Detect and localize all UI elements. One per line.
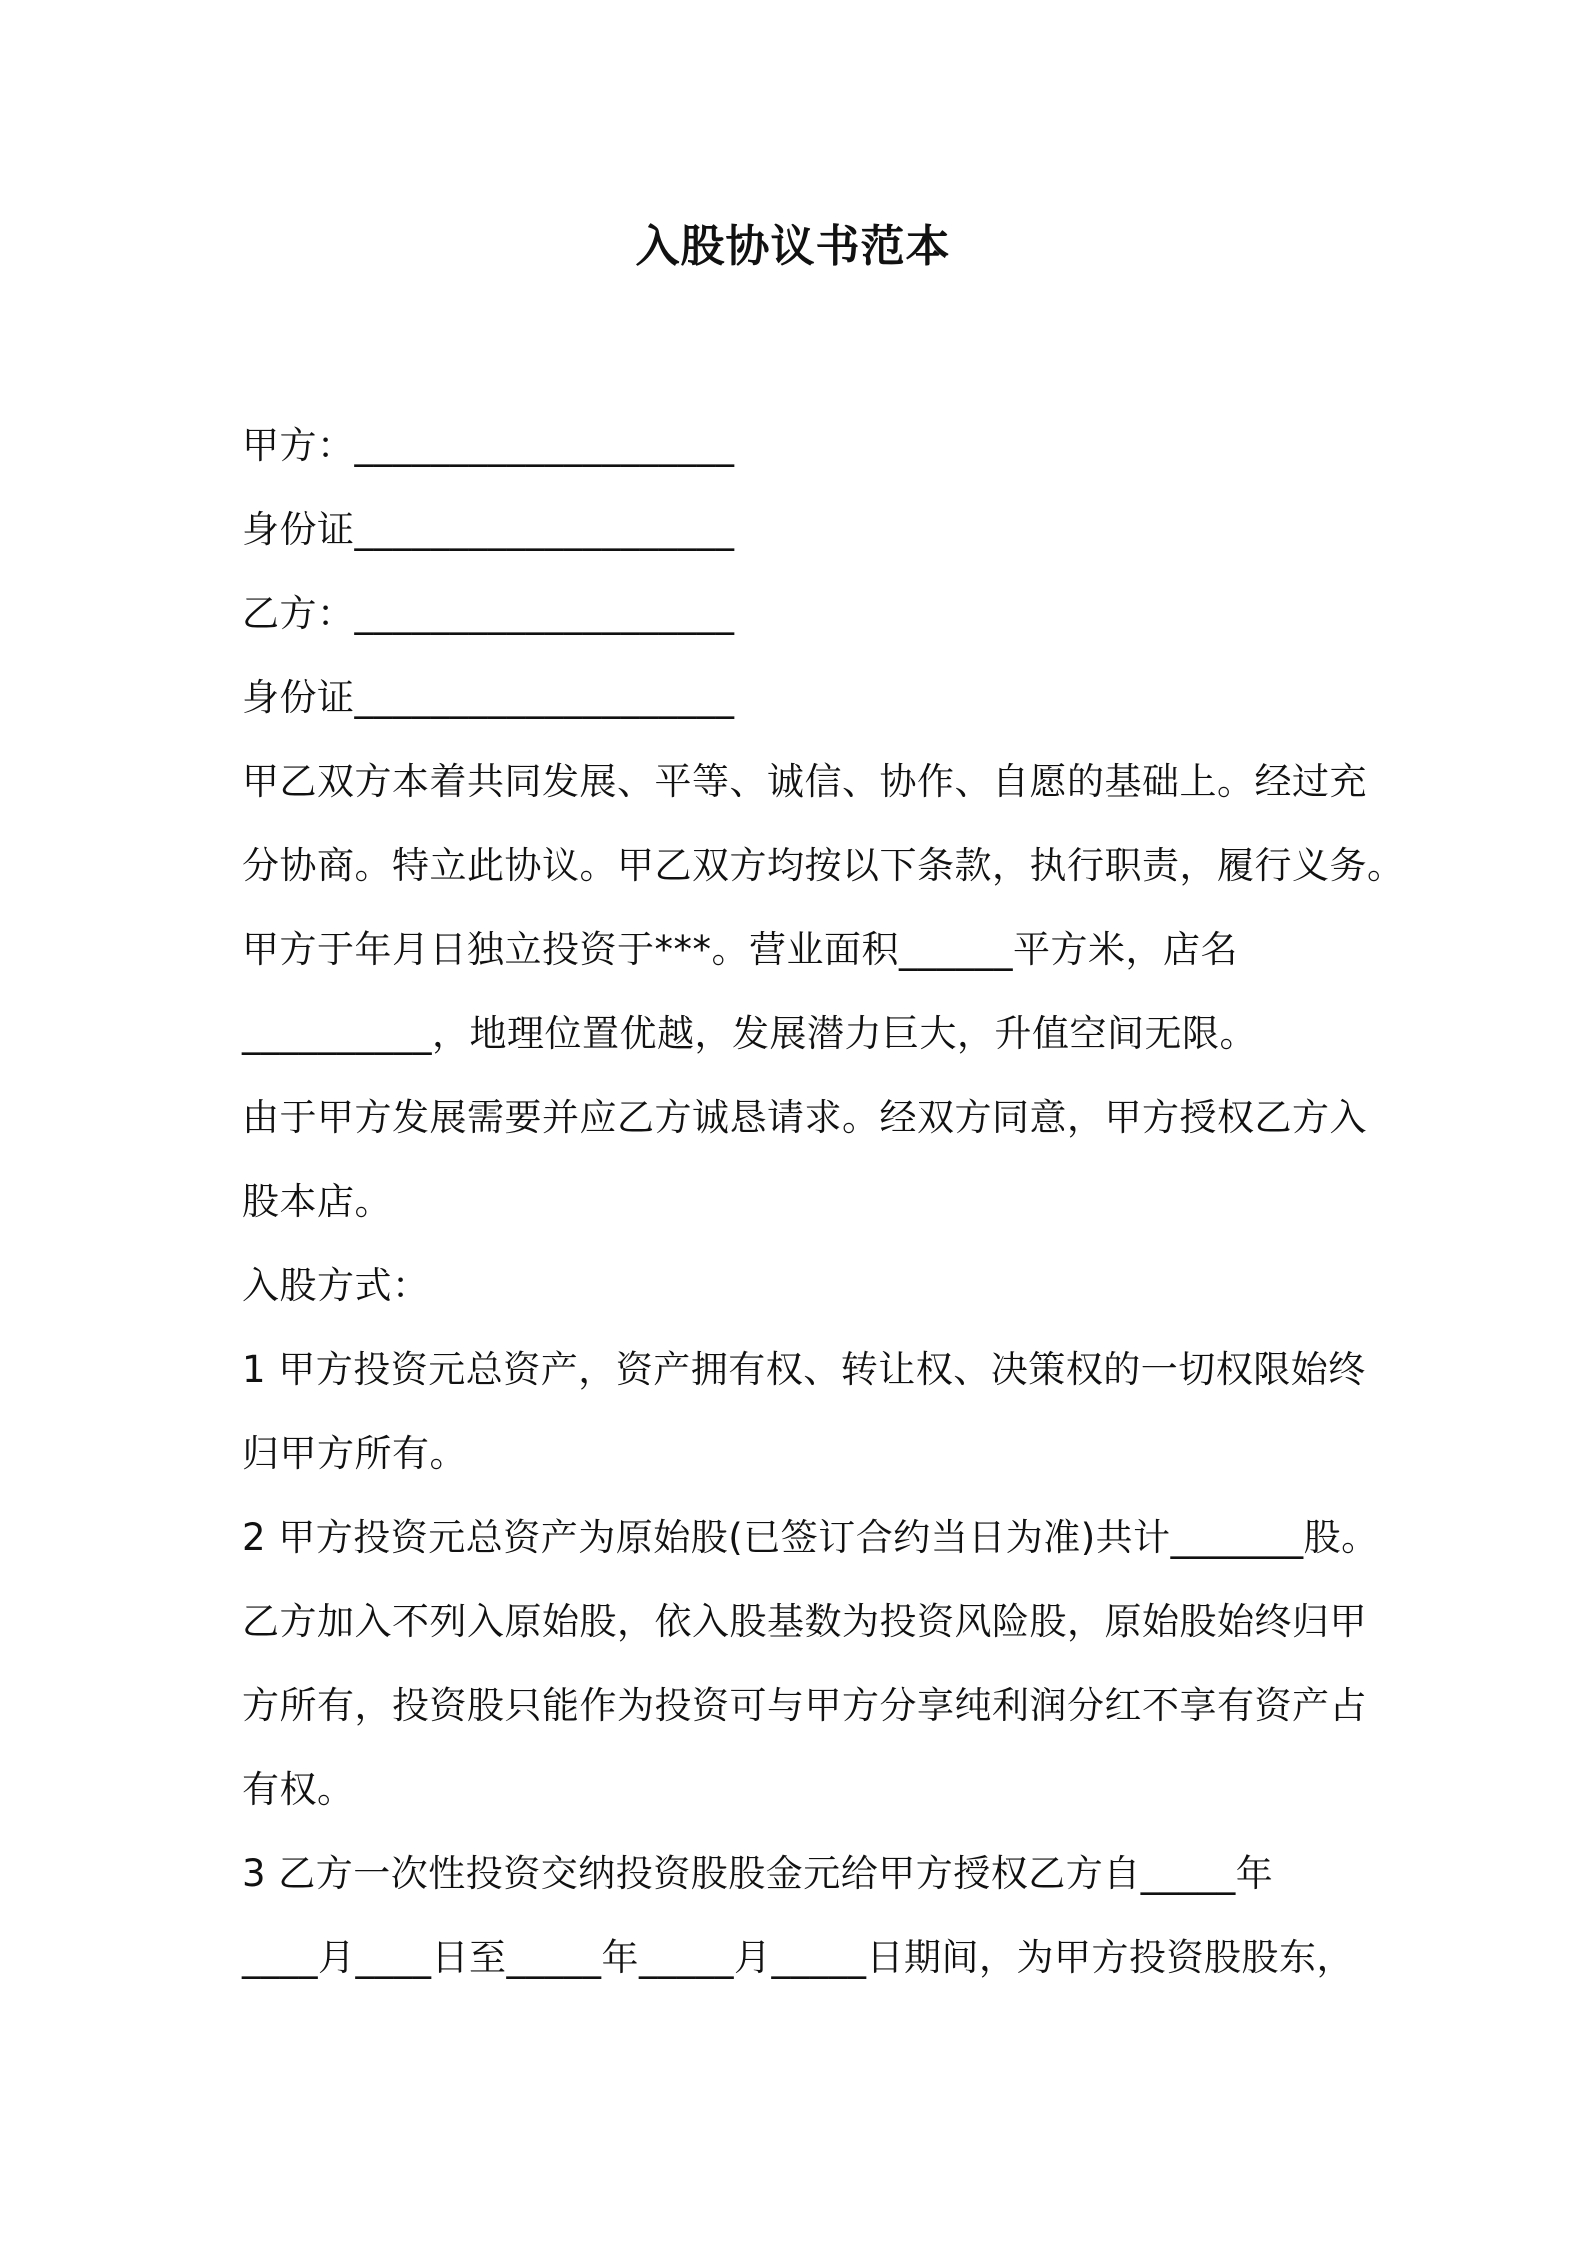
clause-2-line: 乙方加入不列入原始股，依入股基数为投资风险股，原始股始终归甲 [242, 1600, 1367, 1643]
clause-1-line: 归甲方所有。 [242, 1432, 467, 1475]
document-title: 入股协议书范本 [635, 221, 951, 272]
clause-3-line: ____月____日至_____年_____月_____日期间，为甲方投资股股东， [242, 1936, 1354, 1979]
paragraph-line: 甲乙双方本着共同发展、平等、诚信、协作、自愿的基础上。经过充 [242, 760, 1367, 803]
clause-2-line: 2 甲方投资元总资产为原始股(已签订合约当日为准)共计_______股。 [242, 1516, 1379, 1559]
paragraph-line: 由于甲方发展需要并应乙方诚恳请求。经双方同意，甲方授权乙方入 [242, 1096, 1367, 1139]
paragraph-line: 分协商。特立此协议。甲乙双方均按以下条款，执行职责，履行义务。 [242, 844, 1405, 887]
party-b-line: 乙方：____________________ [242, 592, 735, 635]
party-a-line: 甲方：____________________ [242, 424, 735, 467]
party-b-id-line: 身份证____________________ [242, 676, 735, 719]
clause-1-line: 1 甲方投资元总资产，资产拥有权、转让权、决策权的一切权限始终 [242, 1348, 1366, 1391]
clause-2-line: 方所有，投资股只能作为投资可与甲方分享纯利润分红不享有资产占 [242, 1684, 1367, 1727]
clause-3-line: 3 乙方一次性投资交纳投资股股金元给甲方授权乙方自_____年 [242, 1852, 1274, 1895]
paragraph-line: 甲方于年月日独立投资于***。营业面积______平方米，店名 [242, 928, 1238, 971]
paragraph-line: 股本店。 [242, 1180, 392, 1223]
party-a-id-line: 身份证____________________ [242, 508, 735, 551]
document-body [242, 404, 1405, 2000]
section-heading: 入股方式： [242, 1264, 430, 1307]
clause-2-line: 有权。 [242, 1768, 355, 1811]
paragraph-line: __________，地理位置优越，发展潜力巨大，升值空间无限。 [242, 1012, 1257, 1055]
